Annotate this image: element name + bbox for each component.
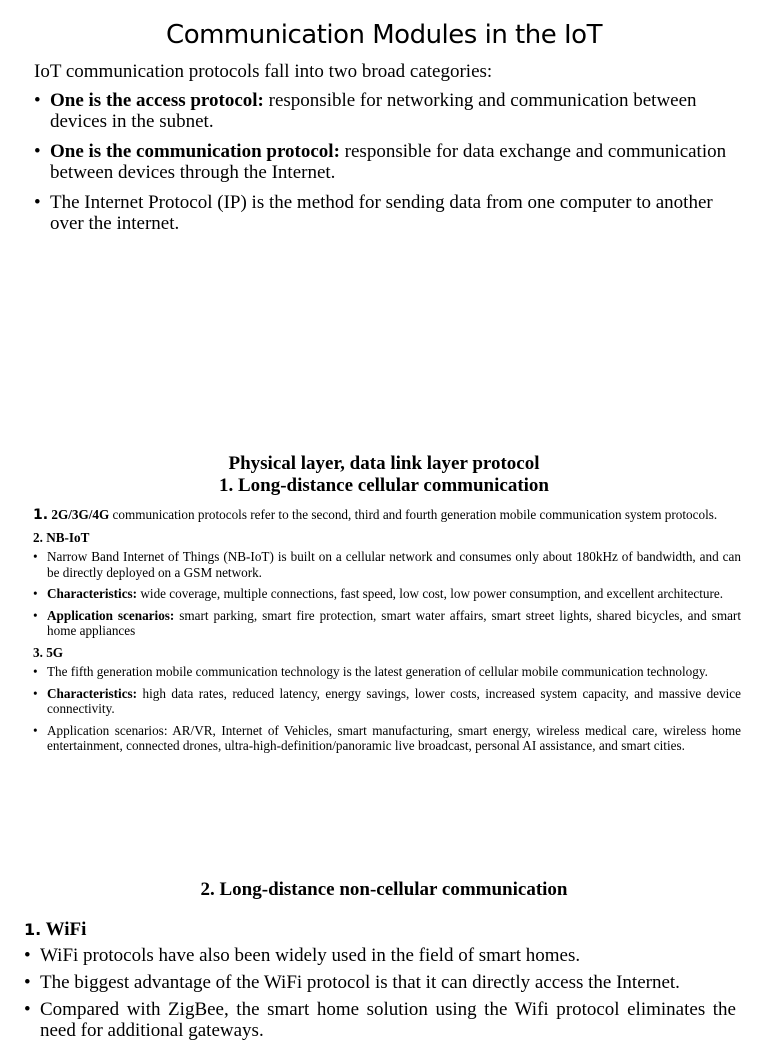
- item-number: 1.: [33, 507, 49, 523]
- wifi-section: [24, 919, 736, 1047]
- protocol-category-list: [34, 90, 738, 243]
- item-bold-lead: 2G/3G/4G: [48, 507, 110, 522]
- bullet-text: responsible for networking and communication between devices in the subnet.: [50, 90, 697, 132]
- list-item: [33, 686, 741, 717]
- page-title: Communication Modules in the IoT: [166, 20, 602, 50]
- bullet-text: smart parking, smart fire protection, smart water affairs, smart street lights, shared bicycles, and smart home appliances: [47, 607, 741, 638]
- bullet-text: responsible for data exchange and communication between devices through the Internet.: [50, 141, 727, 183]
- subheading-wifi: [24, 919, 736, 940]
- intro-text: IoT communication protocols fall into two broad categories:: [34, 61, 493, 82]
- nbiot-list: [33, 549, 741, 639]
- list-item: [33, 586, 741, 602]
- cellular-section-body: [33, 507, 741, 760]
- bullet-bold-lead: Application scenarios:: [47, 607, 175, 623]
- subheading-nbiot: 2. NB-IoT: [33, 529, 90, 545]
- subheading-5g: 3. 5G: [33, 644, 64, 660]
- list-item: [33, 608, 741, 639]
- section-heading-noncellular: 2. Long-distance non-cellular communication: [200, 879, 568, 900]
- list-item: [34, 192, 738, 234]
- section-heading-cellular: 1. Long-distance cellular communication: [218, 475, 550, 496]
- bullet-text: Narrow Band Internet of Things (NB-IoT) is built on a cellular network and consumes only about 180kHz of bandwidth, and can be directly deployed on a GSM network.: [47, 549, 741, 580]
- list-item: • WiFi protocols have also been widely used in the field of smart homes.: [24, 945, 736, 966]
- bullet-text: The Internet Protocol (IP) is the method for sending data from one computer to another over the internet.: [50, 192, 713, 234]
- bullet-bold-lead: Characteristics:: [47, 685, 138, 701]
- item-2g3g4g: [33, 507, 741, 524]
- item-text: communication protocols refer to the second, third and fourth generation mobile communication system protocols.: [109, 507, 718, 522]
- list-item: • Compared with ZigBee, the smart home solution using the Wifi protocol eliminates the need for additional gateways.: [24, 999, 736, 1041]
- bullet-text: Application scenarios: AR/VR, Internet of Vehicles, smart manufacturing, smart energy, wireless medical care, wireless home entertainment, connected drones, ultra-high-definition/panoramic live broadcast, personal AI assistance, and smart cities.: [47, 722, 741, 753]
- bullet-text: The fifth generation mobile communication technology is the latest generation of cellular mobile communication technology.: [47, 664, 708, 679]
- list-item: [34, 141, 738, 183]
- bullet-bold-lead: One is the communication protocol:: [50, 141, 340, 162]
- bullet-bold-lead: Characteristics:: [47, 586, 138, 601]
- list-item: • The biggest advantage of the WiFi protocol is that it can directly access the Internet.: [24, 972, 736, 993]
- list-item: [33, 664, 741, 680]
- subheading-label: WiFi: [41, 919, 87, 940]
- list-item: [33, 723, 741, 754]
- fiveg-list: [33, 664, 741, 754]
- section-heading-layer: Physical layer, data link layer protocol: [228, 453, 540, 474]
- item-number: 1.: [24, 920, 42, 939]
- bullet-text: high data rates, reduced latency, energy savings, lower costs, increased system capacity, and massive device connectivity.: [47, 685, 741, 716]
- bullet-bold-lead: One is the access protocol:: [50, 90, 264, 111]
- list-item: [34, 90, 738, 132]
- bullet-text: wide coverage, multiple connections, fast speed, low cost, low power consumption, and excellent architecture.: [137, 586, 724, 601]
- list-item: [33, 549, 741, 580]
- wifi-list: [24, 945, 736, 1041]
